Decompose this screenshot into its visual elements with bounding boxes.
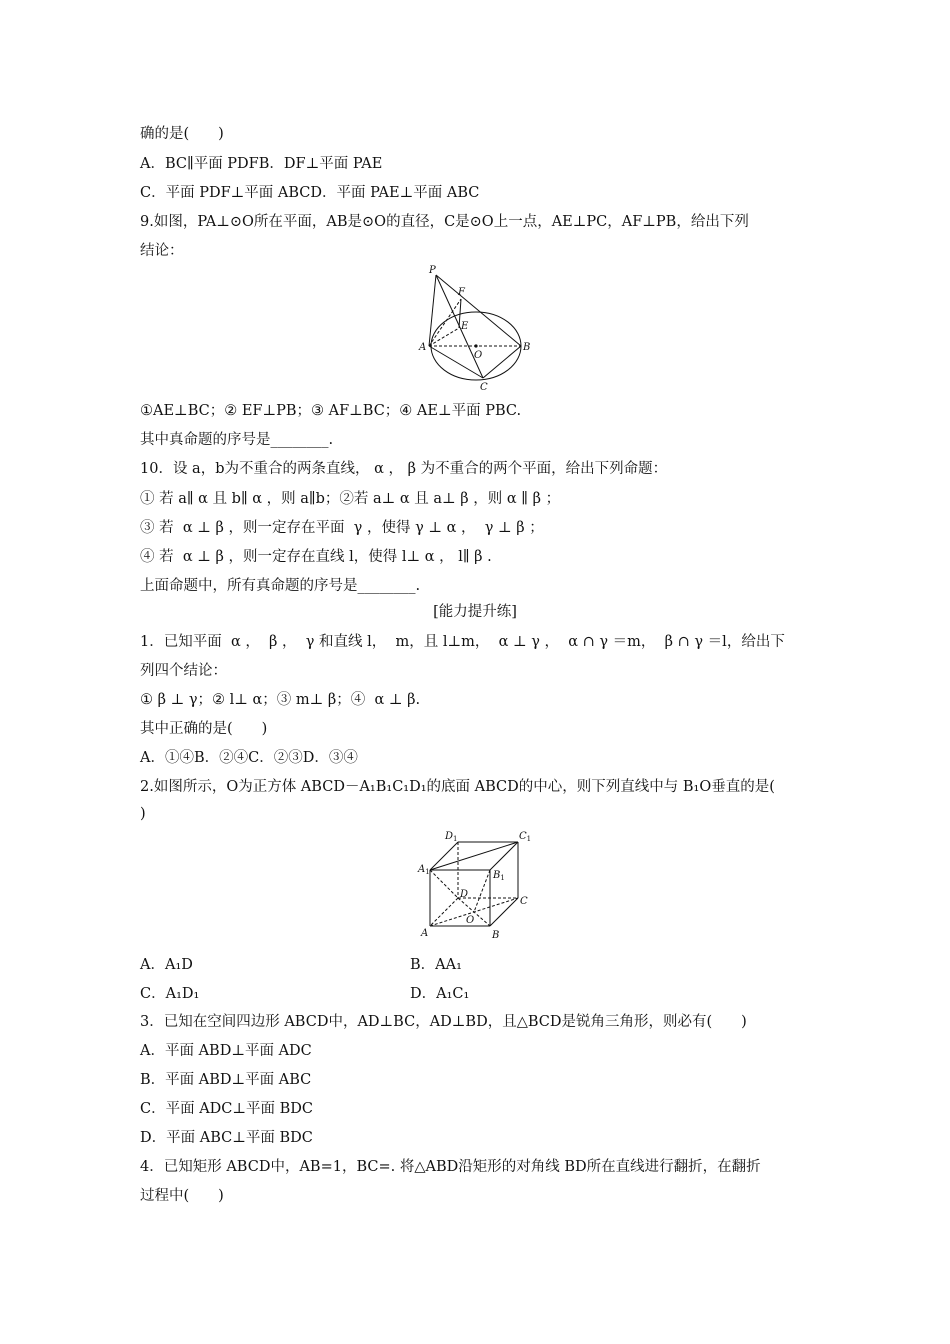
- section-title: [能力提升练]: [433, 604, 517, 620]
- p1-stem-cont: 列四个结论：: [140, 663, 227, 679]
- label-b: B: [492, 930, 500, 941]
- q8-options-cd: C．平面 PDF⊥平面 ABCD．平面 PAE⊥平面 ABC: [140, 185, 480, 201]
- p1-conclusions: ① β ⊥ γ；② l⊥ α；③ m⊥ β；④ α ⊥ β.: [140, 692, 421, 708]
- q10-answer-prompt: 上面命题中，所有真命题的序号是________.: [140, 578, 421, 594]
- label-d1: $D_1$: [445, 831, 458, 843]
- p1-question: 其中正确的是( ): [140, 721, 268, 737]
- p4-stem: 4．已知矩形 ABCD中，AB=1，BC=. 将△ABD沿矩形的对角线 BD所在直线进行翻折，在翻折: [140, 1159, 761, 1175]
- p3-option-b: B．平面 ABD⊥平面 ABC: [140, 1072, 312, 1088]
- p2-option-c: C．A₁D₁: [140, 986, 200, 1002]
- label-d: D: [460, 889, 469, 900]
- label-a: A: [419, 342, 427, 353]
- q10-prop-4: ④ 若 α ⊥ β ，则一定存在直线 l，使得 l⊥ α ， l∥ β .: [140, 549, 492, 565]
- label-o: O: [474, 350, 483, 361]
- p2-option-d: D．A₁C₁: [410, 986, 470, 1002]
- p2-stem-paren: ): [140, 806, 146, 822]
- label-b1: $B_1$: [493, 870, 505, 882]
- label-p: P: [429, 265, 436, 276]
- q9-stem: 9.如图，PA⊥⊙O所在平面，AB是⊙O的直径，C是⊙O上一点，AE⊥PC，AF⊥PB，给出下列: [140, 214, 749, 230]
- p3-option-c: C．平面 ADC⊥平面 BDC: [140, 1101, 314, 1117]
- cube-figure: [418, 826, 538, 944]
- label-b: B: [523, 342, 531, 353]
- label-o: O: [466, 915, 475, 926]
- label-e: E: [461, 321, 469, 332]
- p3-option-d: D．平面 ABC⊥平面 BDC: [140, 1130, 313, 1146]
- label-c1: $C_1$: [519, 831, 532, 843]
- label-c: C: [520, 896, 528, 907]
- q9-stem-cont: 结论：: [140, 243, 184, 259]
- p2-option-a: A．A₁D: [140, 957, 193, 973]
- q9-conclusions: ①AE⊥BC；② EF⊥PB；③ AF⊥BC；④ AE⊥平面 PBC.: [140, 403, 522, 419]
- p2-stem: 2.如图所示，O为正方体 ABCD－A₁B₁C₁D₁的底面 ABCD的中心，则下列直线中与 B₁O垂直的是(: [140, 779, 775, 795]
- p1-stem: 1．已知平面 α ， β ， γ 和直线 l， m，且 l⊥m， α ⊥ γ ， α ∩ γ ＝m， β ∩ γ ＝l，给出下: [140, 634, 785, 650]
- q9-answer-prompt: 其中真命题的序号是________.: [140, 432, 334, 448]
- label-f: F: [458, 287, 465, 298]
- p3-stem: 3．已知在空间四边形 ABCD中，AD⊥BC，AD⊥BD，且△BCD是锐角三角形，则必有( ): [140, 1014, 747, 1030]
- q8-options-ab: A．BC∥平面 PDFB．DF⊥平面 PAE: [140, 156, 383, 172]
- label-a: A: [421, 928, 429, 939]
- q8-stem-end: 确的是( ): [140, 126, 224, 142]
- p4-stem-cont: 过程中( ): [140, 1188, 224, 1204]
- p3-option-a: A．平面 ABD⊥平面 ADC: [140, 1043, 312, 1059]
- q10-stem: 10．设 a，b为不重合的两条直线， α ， β 为不重合的两个平面，给出下列命题：: [140, 461, 668, 477]
- q10-prop-3: ③ 若 α ⊥ β ，则一定存在平面 γ ，使得 γ ⊥ α ， γ ⊥ β ；: [140, 520, 544, 536]
- q10-props-12: ① 若 a∥ α 且 b∥ α ，则 a∥b；②若 a⊥ α 且 a⊥ β ，则 α ∥ β ；: [140, 491, 561, 507]
- p1-options: A．①④B．②④C．②③D．③④: [140, 750, 358, 766]
- label-c: C: [480, 382, 488, 393]
- p2-option-b: B．AA₁: [410, 957, 462, 973]
- label-a1: $A_1$: [418, 864, 430, 876]
- circle-figure: [415, 262, 545, 392]
